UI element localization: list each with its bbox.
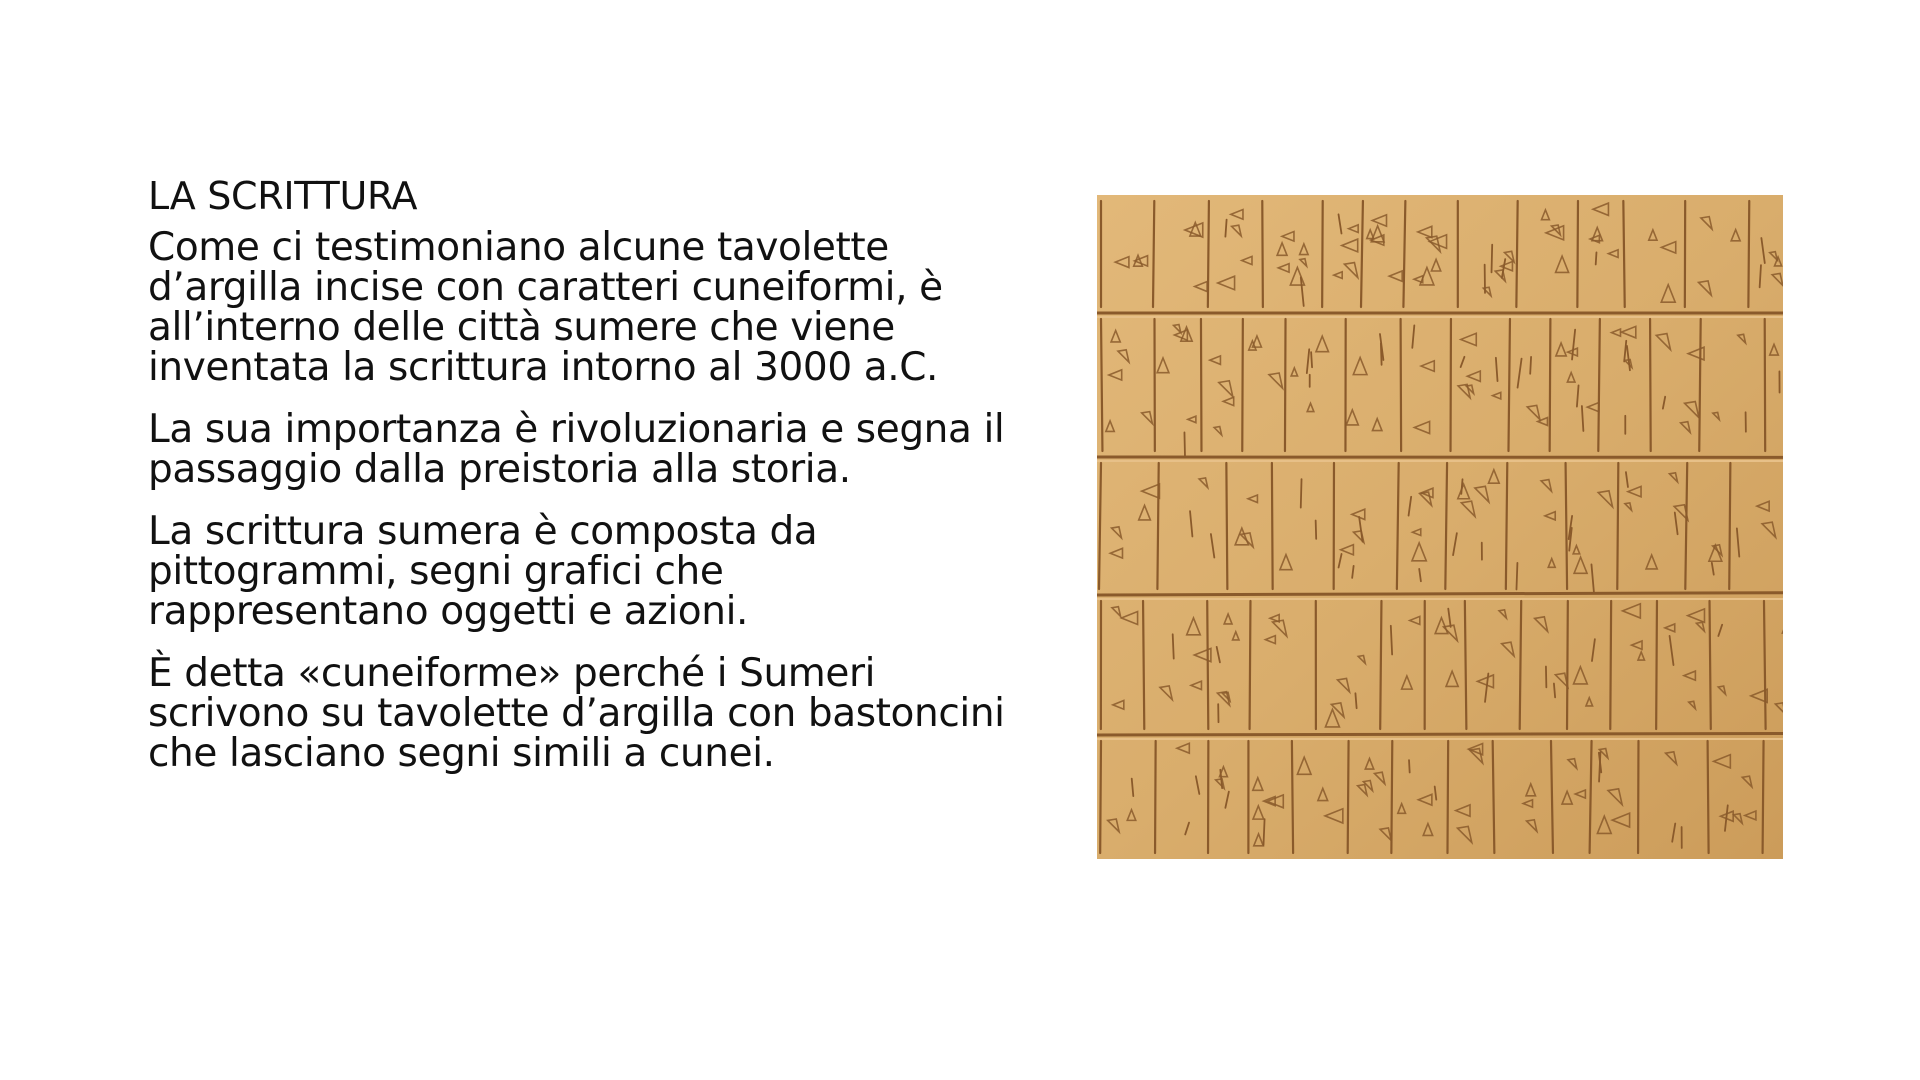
wedge-mark bbox=[1155, 741, 1156, 853]
wedge-mark bbox=[1656, 601, 1657, 729]
slide-title: LA SCRITTURA bbox=[148, 174, 418, 218]
wedge-mark bbox=[1143, 601, 1144, 729]
wedge-mark bbox=[1391, 741, 1392, 853]
wedge-mark bbox=[1650, 319, 1651, 451]
wedge-mark bbox=[1100, 741, 1101, 853]
wedge-mark bbox=[1401, 319, 1402, 451]
wedge-mark bbox=[1566, 463, 1568, 589]
wedge-mark bbox=[1530, 357, 1531, 374]
paragraph-4: È detta «cuneiforme» perché i Sumeri scrivono su tavolette d’argilla con bastoncini che lasciano segni simili a cunei. bbox=[148, 651, 1005, 776]
wedge-mark bbox=[1554, 684, 1555, 698]
wedge-mark bbox=[1729, 463, 1730, 589]
wedge-mark bbox=[1348, 741, 1349, 853]
wedge-mark bbox=[1226, 463, 1227, 589]
wedge-mark bbox=[1380, 601, 1381, 729]
wedge-mark bbox=[1577, 201, 1578, 307]
wedge-mark bbox=[1157, 463, 1158, 589]
wedge-mark bbox=[1263, 819, 1264, 845]
wedge-mark bbox=[1101, 319, 1102, 451]
wedge-mark bbox=[1763, 741, 1764, 853]
wedge-mark bbox=[1748, 201, 1749, 307]
wedge-mark bbox=[1201, 319, 1202, 451]
wedge-mark bbox=[1292, 741, 1293, 853]
wedge-mark bbox=[1447, 741, 1448, 853]
wedge-mark bbox=[1285, 319, 1286, 451]
wedge-mark bbox=[1316, 521, 1317, 539]
wedge-mark bbox=[1708, 741, 1709, 853]
wedge-mark bbox=[1617, 463, 1618, 589]
wedge-mark bbox=[1250, 601, 1251, 729]
wedge-mark bbox=[1208, 201, 1209, 307]
wedge-mark bbox=[1272, 463, 1273, 589]
paragraph-1: Come ci testimoniano alcune tavolette d’argilla incise con caratteri cuneiformi, è all’interno delle città sumere che viene inventata la scrittura intorno al 3000 a.C. bbox=[148, 225, 943, 390]
wedge-mark bbox=[1242, 319, 1243, 451]
wedge-mark bbox=[1173, 634, 1174, 658]
wedge-mark bbox=[1355, 693, 1356, 708]
paragraph-3: La scrittura sumera è composta da pittogrammi, segni grafici che rappresentano oggetti e azioni. bbox=[148, 509, 818, 634]
wedge-mark bbox=[1623, 201, 1624, 307]
wedge-mark bbox=[1550, 319, 1551, 451]
wedge-mark bbox=[1184, 432, 1185, 457]
wedge-mark bbox=[1301, 479, 1302, 507]
wedge-mark bbox=[1710, 601, 1711, 729]
wedge-mark bbox=[1506, 463, 1507, 589]
wedge-mark bbox=[1207, 601, 1208, 729]
wedge-mark bbox=[1508, 319, 1509, 451]
wedge-mark bbox=[1516, 201, 1517, 307]
wedge-mark bbox=[1492, 245, 1493, 273]
wedge-mark bbox=[1699, 319, 1700, 451]
wedge-mark bbox=[1610, 601, 1611, 729]
wedge-mark bbox=[1520, 601, 1522, 729]
cuneiform-tablet-illustration bbox=[1097, 195, 1783, 859]
wedge-mark bbox=[1381, 343, 1382, 364]
wedge-mark bbox=[1322, 201, 1323, 307]
wedge-mark bbox=[1567, 601, 1568, 729]
cuneiform-tablet-image bbox=[1097, 195, 1783, 859]
paragraph-2: La sua importanza è rivoluzionaria e segna il passaggio dalla preistoria alla storia. bbox=[148, 407, 1005, 492]
wedge-mark bbox=[1225, 220, 1226, 237]
wedge-mark bbox=[1153, 201, 1154, 307]
wedge-mark bbox=[1097, 733, 1783, 735]
wedge-mark bbox=[1311, 352, 1312, 367]
wedge-mark bbox=[1465, 601, 1467, 729]
wedge-mark bbox=[1516, 563, 1517, 589]
wedge-mark bbox=[1262, 201, 1263, 307]
text-block bbox=[148, 172, 1008, 796]
wedge-mark bbox=[1409, 760, 1410, 772]
wedge-mark bbox=[1596, 252, 1597, 264]
